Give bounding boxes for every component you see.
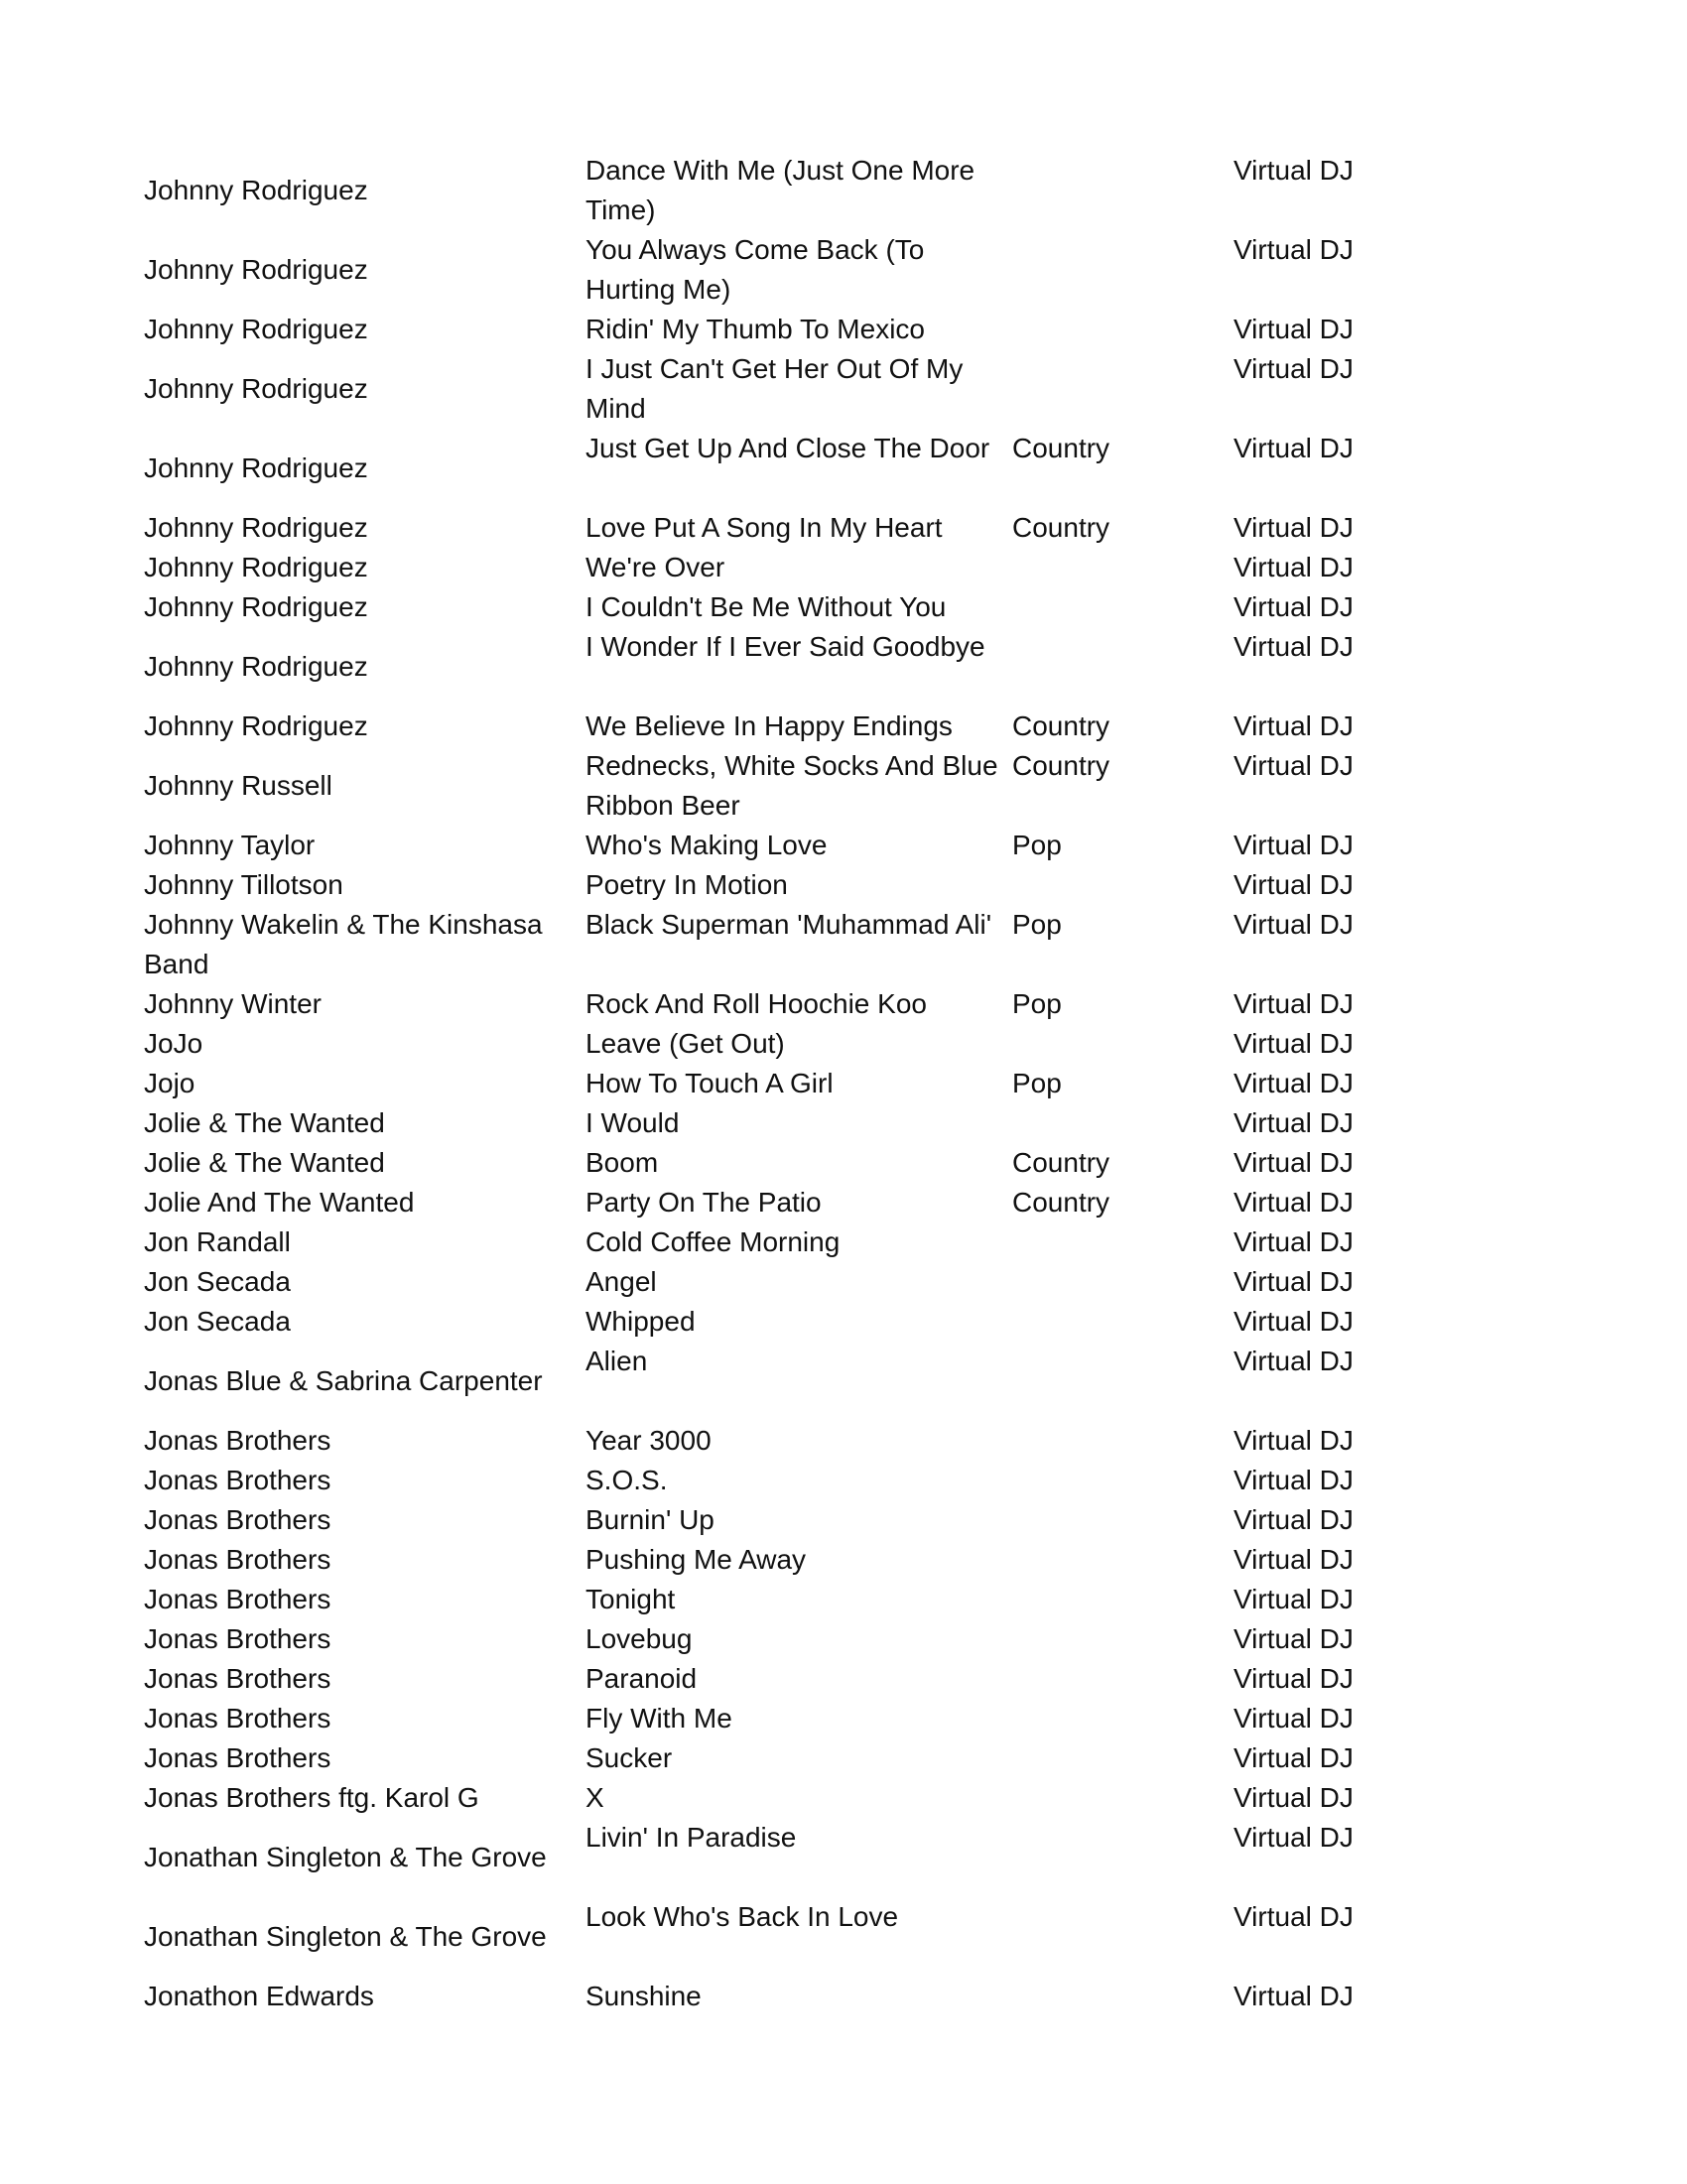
genre-cell: Country <box>1012 1187 1110 1218</box>
genre-cell: Country <box>1012 750 1110 781</box>
artist-cell: Johnny Tillotson <box>144 869 343 900</box>
list-item <box>144 826 1434 865</box>
genre-cell: Country <box>1012 710 1110 741</box>
title-cell: We're Over <box>585 552 725 582</box>
source-cell: Virtual DJ <box>1233 155 1354 186</box>
source-cell: Virtual DJ <box>1233 710 1354 741</box>
song-list <box>144 151 1434 2016</box>
artist-cell: Jonas Brothers <box>144 1465 331 1495</box>
list-item <box>144 508 1434 548</box>
list-item <box>144 1024 1434 1064</box>
title-cell: Sucker <box>585 1742 673 1773</box>
source-cell: Virtual DJ <box>1233 1901 1354 1932</box>
list-item <box>144 1342 1434 1421</box>
list-item <box>144 1461 1434 1500</box>
source-cell: Virtual DJ <box>1233 750 1354 781</box>
source-cell: Virtual DJ <box>1233 1068 1354 1098</box>
source-cell: Virtual DJ <box>1233 1107 1354 1138</box>
title-cell: Boom <box>585 1147 659 1178</box>
artist-cell: Johnny Winter <box>144 988 322 1019</box>
source-cell: Virtual DJ <box>1233 988 1354 1019</box>
title-cell: I Couldn't Be Me Without You <box>585 591 947 622</box>
source-cell: Virtual DJ <box>1233 1465 1354 1495</box>
list-item <box>144 1619 1434 1659</box>
title-cell: Ridin' My Thumb To Mexico <box>585 314 925 344</box>
artist-cell: Jonas Brothers <box>144 1742 331 1773</box>
list-item <box>144 151 1434 230</box>
artist-cell: Jonas Brothers <box>144 1663 331 1694</box>
source-cell: Virtual DJ <box>1233 909 1354 940</box>
list-item <box>144 1659 1434 1699</box>
title-cell: Love Put A Song In My Heart <box>585 512 943 543</box>
title-cell: Angel <box>585 1266 657 1297</box>
genre-cell: Country <box>1012 512 1110 543</box>
source-cell: Virtual DJ <box>1233 869 1354 900</box>
list-item <box>144 1500 1434 1540</box>
source-cell: Virtual DJ <box>1233 1147 1354 1178</box>
artist-cell: Jojo <box>144 1068 195 1098</box>
source-cell: Virtual DJ <box>1233 1425 1354 1456</box>
source-cell: Virtual DJ <box>1233 1306 1354 1337</box>
title-cell: You Always Come Back (To Hurting Me) <box>585 234 925 305</box>
list-item <box>144 1778 1434 1818</box>
artist-cell: Jon Secada <box>144 1266 291 1297</box>
artist-cell: Johnny Rodriguez <box>144 175 368 205</box>
artist-cell: Johnny Rodriguez <box>144 254 368 285</box>
artist-cell: Jolie & The Wanted <box>144 1147 385 1178</box>
source-cell: Virtual DJ <box>1233 1187 1354 1218</box>
list-item <box>144 1103 1434 1143</box>
artist-cell: Johnny Rodriguez <box>144 552 368 582</box>
title-cell: Whipped <box>585 1306 696 1337</box>
title-cell: I Would <box>585 1107 680 1138</box>
artist-cell: Johnny Rodriguez <box>144 452 368 483</box>
list-item <box>144 1143 1434 1183</box>
source-cell: Virtual DJ <box>1233 830 1354 860</box>
source-cell: Virtual DJ <box>1233 314 1354 344</box>
genre-cell: Pop <box>1012 909 1062 940</box>
source-cell: Virtual DJ <box>1233 1226 1354 1257</box>
title-cell: Sunshine <box>585 1981 702 2011</box>
title-cell: Year 3000 <box>585 1425 712 1456</box>
list-item <box>144 1262 1434 1302</box>
title-cell: Rock And Roll Hoochie Koo <box>585 988 927 1019</box>
artist-cell: Johnny Russell <box>144 770 332 801</box>
list-item <box>144 1897 1434 1977</box>
title-cell: Livin' In Paradise <box>585 1822 797 1853</box>
list-item <box>144 1183 1434 1222</box>
source-cell: Virtual DJ <box>1233 1782 1354 1813</box>
title-cell: Party On The Patio <box>585 1187 822 1218</box>
artist-cell: Johnny Wakelin & The Kinshasa Band <box>144 909 543 979</box>
source-cell: Virtual DJ <box>1233 1981 1354 2011</box>
list-item <box>144 429 1434 508</box>
artist-cell: Jonas Brothers <box>144 1544 331 1575</box>
title-cell: Poetry In Motion <box>585 869 788 900</box>
list-item <box>144 1818 1434 1897</box>
list-item <box>144 587 1434 627</box>
list-item <box>144 1540 1434 1580</box>
artist-cell: Johnny Rodriguez <box>144 591 368 622</box>
list-item <box>144 865 1434 905</box>
source-cell: Virtual DJ <box>1233 234 1354 265</box>
source-cell: Virtual DJ <box>1233 353 1354 384</box>
title-cell: Black Superman 'Muhammad Ali' <box>585 909 992 940</box>
artist-cell: Jonas Brothers <box>144 1703 331 1734</box>
source-cell: Virtual DJ <box>1233 1346 1354 1376</box>
title-cell: X <box>585 1782 604 1813</box>
list-item <box>144 1699 1434 1738</box>
artist-cell: Jolie & The Wanted <box>144 1107 385 1138</box>
artist-cell: Jonas Brothers <box>144 1623 331 1654</box>
title-cell: We Believe In Happy Endings <box>585 710 953 741</box>
source-cell: Virtual DJ <box>1233 1028 1354 1059</box>
artist-cell: Johnny Rodriguez <box>144 314 368 344</box>
title-cell: I Just Can't Get Her Out Of My Mind <box>585 353 964 424</box>
list-item <box>144 230 1434 310</box>
title-cell: Rednecks, White Socks And Blue Ribbon Beer <box>585 750 998 821</box>
source-cell: Virtual DJ <box>1233 433 1354 463</box>
source-cell: Virtual DJ <box>1233 1742 1354 1773</box>
list-item <box>144 1064 1434 1103</box>
list-item <box>144 1302 1434 1342</box>
artist-cell: Jon Secada <box>144 1306 291 1337</box>
artist-cell: Johnny Rodriguez <box>144 373 368 404</box>
list-item <box>144 310 1434 349</box>
artist-cell: Jonas Brothers <box>144 1584 331 1614</box>
source-cell: Virtual DJ <box>1233 1266 1354 1297</box>
source-cell: Virtual DJ <box>1233 1822 1354 1853</box>
artist-cell: JoJo <box>144 1028 203 1059</box>
list-item <box>144 1738 1434 1778</box>
genre-cell: Pop <box>1012 830 1062 860</box>
title-cell: Paranoid <box>585 1663 698 1694</box>
source-cell: Virtual DJ <box>1233 512 1354 543</box>
list-item <box>144 627 1434 707</box>
title-cell: Cold Coffee Morning <box>585 1226 841 1257</box>
source-cell: Virtual DJ <box>1233 1663 1354 1694</box>
list-item <box>144 548 1434 587</box>
artist-cell: Jolie And The Wanted <box>144 1187 415 1218</box>
title-cell: Burnin' Up <box>585 1504 714 1535</box>
list-item <box>144 1421 1434 1461</box>
title-cell: S.O.S. <box>585 1465 668 1495</box>
source-cell: Virtual DJ <box>1233 591 1354 622</box>
title-cell: Who's Making Love <box>585 830 828 860</box>
artist-cell: Jonathan Singleton & The Grove <box>144 1921 547 1952</box>
genre-cell: Country <box>1012 433 1110 463</box>
source-cell: Virtual DJ <box>1233 1584 1354 1614</box>
source-cell: Virtual DJ <box>1233 1623 1354 1654</box>
title-cell: How To Touch A Girl <box>585 1068 834 1098</box>
source-cell: Virtual DJ <box>1233 1504 1354 1535</box>
title-cell: Tonight <box>585 1584 676 1614</box>
title-cell: Look Who's Back In Love <box>585 1901 899 1932</box>
title-cell: Fly With Me <box>585 1703 732 1734</box>
artist-cell: Johnny Rodriguez <box>144 651 368 682</box>
list-item <box>144 746 1434 826</box>
source-cell: Virtual DJ <box>1233 552 1354 582</box>
artist-cell: Jonas Brothers ftg. Karol G <box>144 1782 479 1813</box>
artist-cell: Jonas Blue & Sabrina Carpenter <box>144 1365 543 1396</box>
list-item <box>144 984 1434 1024</box>
title-cell: Leave (Get Out) <box>585 1028 785 1059</box>
title-cell: I Wonder If I Ever Said Goodbye <box>585 631 985 662</box>
title-cell: Dance With Me (Just One More Time) <box>585 155 975 225</box>
source-cell: Virtual DJ <box>1233 1544 1354 1575</box>
artist-cell: Jonas Brothers <box>144 1504 331 1535</box>
title-cell: Alien <box>585 1346 648 1376</box>
artist-cell: Johnny Rodriguez <box>144 710 368 741</box>
artist-cell: Johnny Taylor <box>144 830 316 860</box>
list-item <box>144 1222 1434 1262</box>
artist-cell: Johnny Rodriguez <box>144 512 368 543</box>
source-cell: Virtual DJ <box>1233 1703 1354 1734</box>
genre-cell: Pop <box>1012 1068 1062 1098</box>
list-item <box>144 1977 1434 2016</box>
artist-cell: Jonathan Singleton & The Grove <box>144 1842 547 1872</box>
source-cell: Virtual DJ <box>1233 631 1354 662</box>
list-item <box>144 707 1434 746</box>
genre-cell: Country <box>1012 1147 1110 1178</box>
list-item <box>144 349 1434 429</box>
title-cell: Just Get Up And Close The Door <box>585 433 990 463</box>
list-item <box>144 905 1434 984</box>
list-item <box>144 1580 1434 1619</box>
title-cell: Pushing Me Away <box>585 1544 807 1575</box>
artist-cell: Jonathon Edwards <box>144 1981 374 2011</box>
genre-cell: Pop <box>1012 988 1062 1019</box>
title-cell: Lovebug <box>585 1623 693 1654</box>
artist-cell: Jon Randall <box>144 1226 291 1257</box>
artist-cell: Jonas Brothers <box>144 1425 331 1456</box>
